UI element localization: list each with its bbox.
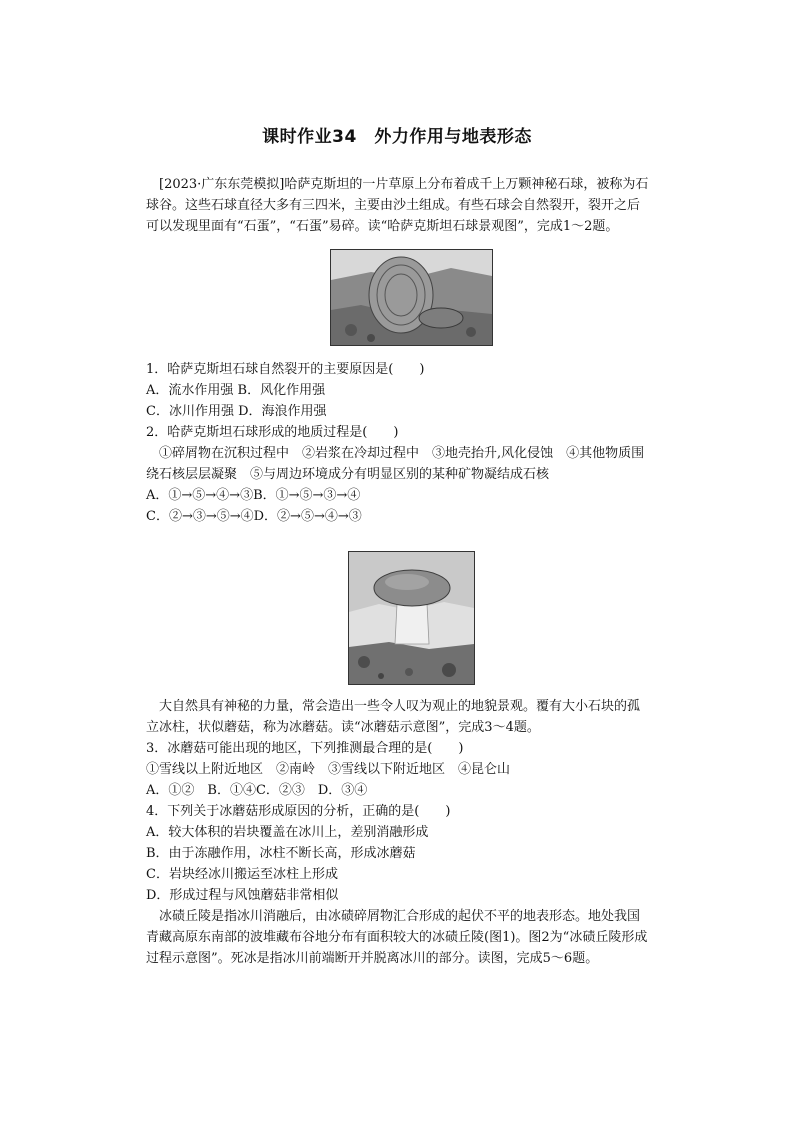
- q4-option-c: C．岩块经冰川搬运至冰柱上形成: [146, 867, 338, 882]
- q3-options: A．①② B．①④C．②③ D．③④: [146, 783, 368, 798]
- stone-ball-landscape-photo: [330, 249, 493, 346]
- q4-option-b: B．由于冻融作用，冰柱不断长高，形成冰蘑菇: [146, 846, 416, 861]
- intro-paragraph-2: 大自然具有神秘的力量，常会造出一些令人叹为观止的地貌景观。覆有大小石块的孤立冰柱，状似蘑菇，称为冰蘑菇。读“冰蘑菇示意图”，完成3～4题。: [146, 699, 641, 735]
- q3-stem: 3．冰蘑菇可能出现的地区，下列推测最合理的是( ): [146, 741, 464, 756]
- ice-mushroom-photo: [348, 551, 475, 685]
- intro-paragraph-3: 冰碛丘陵是指冰川消融后，由冰碛碎屑物汇合形成的起伏不平的地表形态。地处我国青藏高原东南部的波堆藏布谷地分布有面积较大的冰碛丘陵(图1)。图2为“冰碛丘陵形成过程示意图”。死冰是指冰川前端断开并脱离冰川的部分。读图，完成5～6题。: [146, 909, 648, 966]
- q4-option-a: A．较大体积的岩块覆盖在冰川上，差别消融形成: [146, 825, 429, 840]
- q4-option-d: D．形成过程与风蚀蘑菇非常相似: [146, 888, 339, 903]
- q1-options-ab: A．流水作用强 B．风化作用强: [146, 383, 326, 398]
- q4-stem: 4．下列关于冰蘑菇形成原因的分析，正确的是( ): [146, 804, 451, 819]
- q3-items: ①雪线以上附近地区 ②南岭 ③雪线以下附近地区 ④昆仑山: [146, 762, 511, 777]
- q2-options-cd: C．②→③→⑤→④D．②→⑤→④→③: [146, 509, 362, 524]
- page-title: 课时作业34 外力作用与地表形态: [262, 127, 532, 147]
- q2-options-ab: A．①→⑤→④→③B．①→⑤→③→④: [146, 488, 361, 503]
- intro-paragraph-1: [2023·广东东莞模拟]哈萨克斯坦的一片草原上分布着成千上万颗神秘石球，被称为石球谷。这些石球直径大多有三四米，主要由沙土组成。有些石球会自然裂开，裂开之后可以发现里面有“石蛋”，“石蛋”易碎。读“哈萨克斯坦石球景观图”，完成1～2题。: [146, 177, 649, 234]
- q1-stem: 1．哈萨克斯坦石球自然裂开的主要原因是( ): [146, 362, 425, 377]
- q2-items: ①碎屑物在沉积过程中 ②岩浆在冷却过程中 ③地壳抬升,风化侵蚀 ④其他物质围绕石核层层凝聚 ⑤与周边环境成分有明显区别的某种矿物凝结成石核: [146, 446, 645, 482]
- q1-options-cd: C．冰川作用强 D．海浪作用强: [146, 404, 327, 419]
- q2-stem: 2．哈萨克斯坦石球形成的地质过程是( ): [146, 425, 399, 440]
